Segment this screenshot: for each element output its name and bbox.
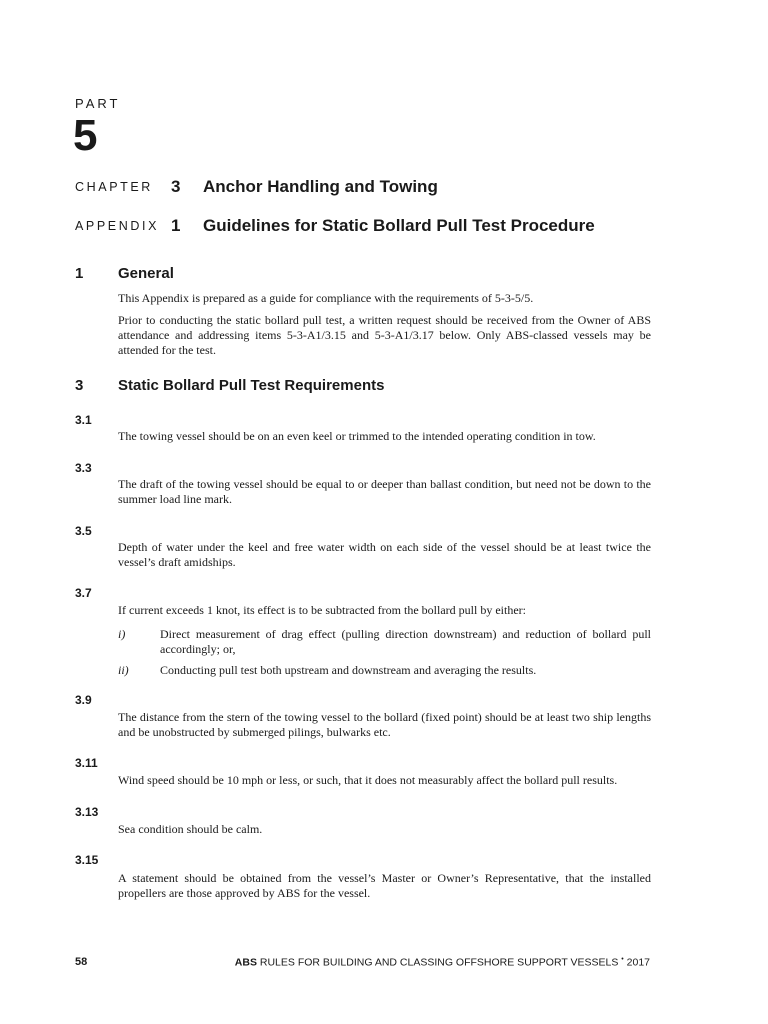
subsection-number: 3.9 — [75, 693, 92, 707]
paragraph: If current exceeds 1 knot, its effect is to be subtracted from the bollard pull by either: — [118, 603, 526, 617]
list-item: Conducting pull test both upstream and downstream and averaging the results. — [160, 663, 537, 677]
paragraph: The towing vessel should be on an even keel or trimmed to the intended operating condition in tow. — [118, 429, 596, 443]
list-item-marker: ii) — [118, 663, 129, 677]
section-number: 3 — [75, 377, 84, 394]
page-number: 58 — [75, 956, 88, 968]
publisher-name: ABS — [234, 956, 257, 969]
subsection-number: 3.11 — [75, 756, 98, 770]
paragraph: The draft of the towing vessel should be equal to or deeper than ballast condition, but need not be down to the summer load line mark. — [118, 477, 651, 506]
subsection-number: 3.7 — [75, 586, 92, 600]
paragraph: Wind speed should be 10 mph or less, or such, that it does not measurably affect the bollard pull results. — [118, 773, 618, 787]
book-title: RULES FOR BUILDING AND CLASSING OFFSHORE SUPPORT VESSELS — [259, 956, 619, 969]
paragraph: Depth of water under the keel and free water width on each side of the vessel should be at least twice the vessel’s draft amidships. — [118, 540, 651, 569]
paragraph: Prior to conducting the static bollard pull test, a written request should be received from the Owner of ABS attendance and addressing items 5-3-A1/3.15 and 5-3-A1/3.17 below. Only ABS-classed vessels may be attended for the test. — [118, 313, 651, 357]
subsection-number: 3.15 — [75, 853, 99, 867]
subsection-number: 3.3 — [75, 461, 92, 475]
section-title: General — [118, 265, 174, 282]
subsection-number: 3.13 — [75, 805, 99, 819]
list-item-marker: i) — [118, 627, 126, 641]
appendix-label: APPENDIX — [75, 219, 160, 233]
appendix-number: 1 — [171, 216, 181, 235]
part-number: 5 — [73, 111, 98, 160]
separator-bullet: • — [621, 956, 624, 963]
chapter-label: CHAPTER — [75, 180, 153, 194]
footer-title — [235, 956, 650, 969]
paragraph: This Appendix is prepared as a guide for compliance with the requirements of 5-3-5/5. — [118, 291, 534, 305]
chapter-title: Anchor Handling and Towing — [203, 177, 438, 196]
section-number: 1 — [75, 265, 84, 282]
chapter-number: 3 — [171, 177, 181, 196]
edition-year: 2017 — [626, 956, 650, 969]
paragraph: A statement should be obtained from the vessel’s Master or Owner’s Representative, that the installed propellers are those approved by ABS for the vessel. — [118, 871, 651, 900]
paragraph: Sea condition should be calm. — [118, 822, 263, 836]
subsection-number: 3.5 — [75, 524, 92, 538]
appendix-title: Guidelines for Static Bollard Pull Test Procedure — [203, 216, 595, 235]
subsection-number: 3.1 — [75, 413, 92, 427]
paragraph: The distance from the stern of the towing vessel to the bollard (fixed point) should be at least two ship lengths and be unobstructed by submerged pilings, bulwarks etc. — [118, 710, 651, 739]
section-title: Static Bollard Pull Test Requirements — [118, 377, 385, 394]
list-item: Direct measurement of drag effect (pulling direction downstream) and reduction of bollard pull accordingly; or, — [160, 627, 651, 656]
part-label: PART — [75, 96, 121, 111]
